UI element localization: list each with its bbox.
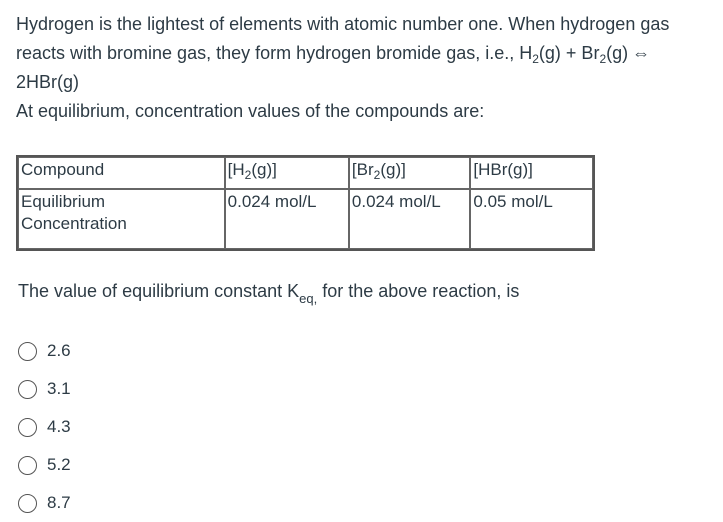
- header-h2-pre: [H: [227, 160, 245, 179]
- question-line-3: 2HBr(g): [16, 72, 80, 92]
- stem-pre: The value of equilibrium constant K: [18, 281, 300, 301]
- option-label: 5.2: [47, 455, 71, 474]
- subscript: 2: [599, 52, 607, 66]
- concentration-table: [16, 155, 595, 251]
- answer-option[interactable]: [18, 370, 71, 408]
- row-label: [18, 189, 225, 249]
- answer-option[interactable]: [18, 332, 71, 370]
- header-h2: [225, 157, 349, 189]
- answer-option[interactable]: [18, 484, 71, 522]
- question-line-4: At equilibrium, concentration values of the compounds are:: [16, 101, 485, 121]
- subscript: 2: [373, 168, 381, 182]
- header-hbr: [HBr(g)]: [470, 157, 593, 189]
- header-br2-pre: [Br: [351, 160, 374, 179]
- answer-option[interactable]: [18, 446, 71, 484]
- radio-button[interactable]: [18, 456, 37, 475]
- stem-post: for the above reaction, is: [317, 281, 520, 301]
- question-line-2-post: (g): [606, 43, 629, 63]
- question-text: [16, 10, 716, 126]
- header-br2-post: (g)]: [380, 160, 406, 179]
- radio-button[interactable]: [18, 380, 37, 399]
- subscript: eq,: [299, 291, 318, 306]
- cell-hbr: 0.05 mol/L: [470, 189, 593, 249]
- question-line-2-mid: (g) + Br: [538, 43, 600, 63]
- answer-options: [18, 332, 71, 522]
- cell-h2: 0.024 mol/L: [225, 189, 349, 249]
- option-label: 2.6: [47, 341, 71, 360]
- table-header-row: [18, 157, 593, 189]
- header-compound: Compound: [18, 157, 225, 189]
- radio-button[interactable]: [18, 342, 37, 361]
- row-label-line-2: Concentration: [21, 214, 127, 233]
- answer-option[interactable]: [18, 408, 71, 446]
- option-label: 8.7: [47, 493, 71, 512]
- row-label-line-1: Equilibrium: [21, 192, 106, 211]
- subscript: 2: [532, 52, 539, 66]
- question-stem: [18, 279, 520, 306]
- question-line-2-text: reacts with bromine gas, they form hydrogen bromide gas, i.e., H: [16, 43, 533, 63]
- header-h2-post: (g)]: [251, 160, 277, 179]
- table-row: [18, 189, 593, 249]
- subscript: 2: [244, 168, 252, 182]
- question-line-2: [16, 39, 716, 68]
- option-label: 4.3: [47, 417, 71, 436]
- question-line-1: Hydrogen is the lightest of elements with atomic number one. When hydrogen gas: [16, 14, 670, 34]
- equilibrium-arrow-icon: ⇔: [632, 43, 651, 63]
- header-br2: [349, 157, 470, 189]
- option-label: 3.1: [47, 379, 71, 398]
- cell-br2: 0.024 mol/L: [349, 189, 470, 249]
- radio-button[interactable]: [18, 418, 37, 437]
- radio-button[interactable]: [18, 494, 37, 513]
